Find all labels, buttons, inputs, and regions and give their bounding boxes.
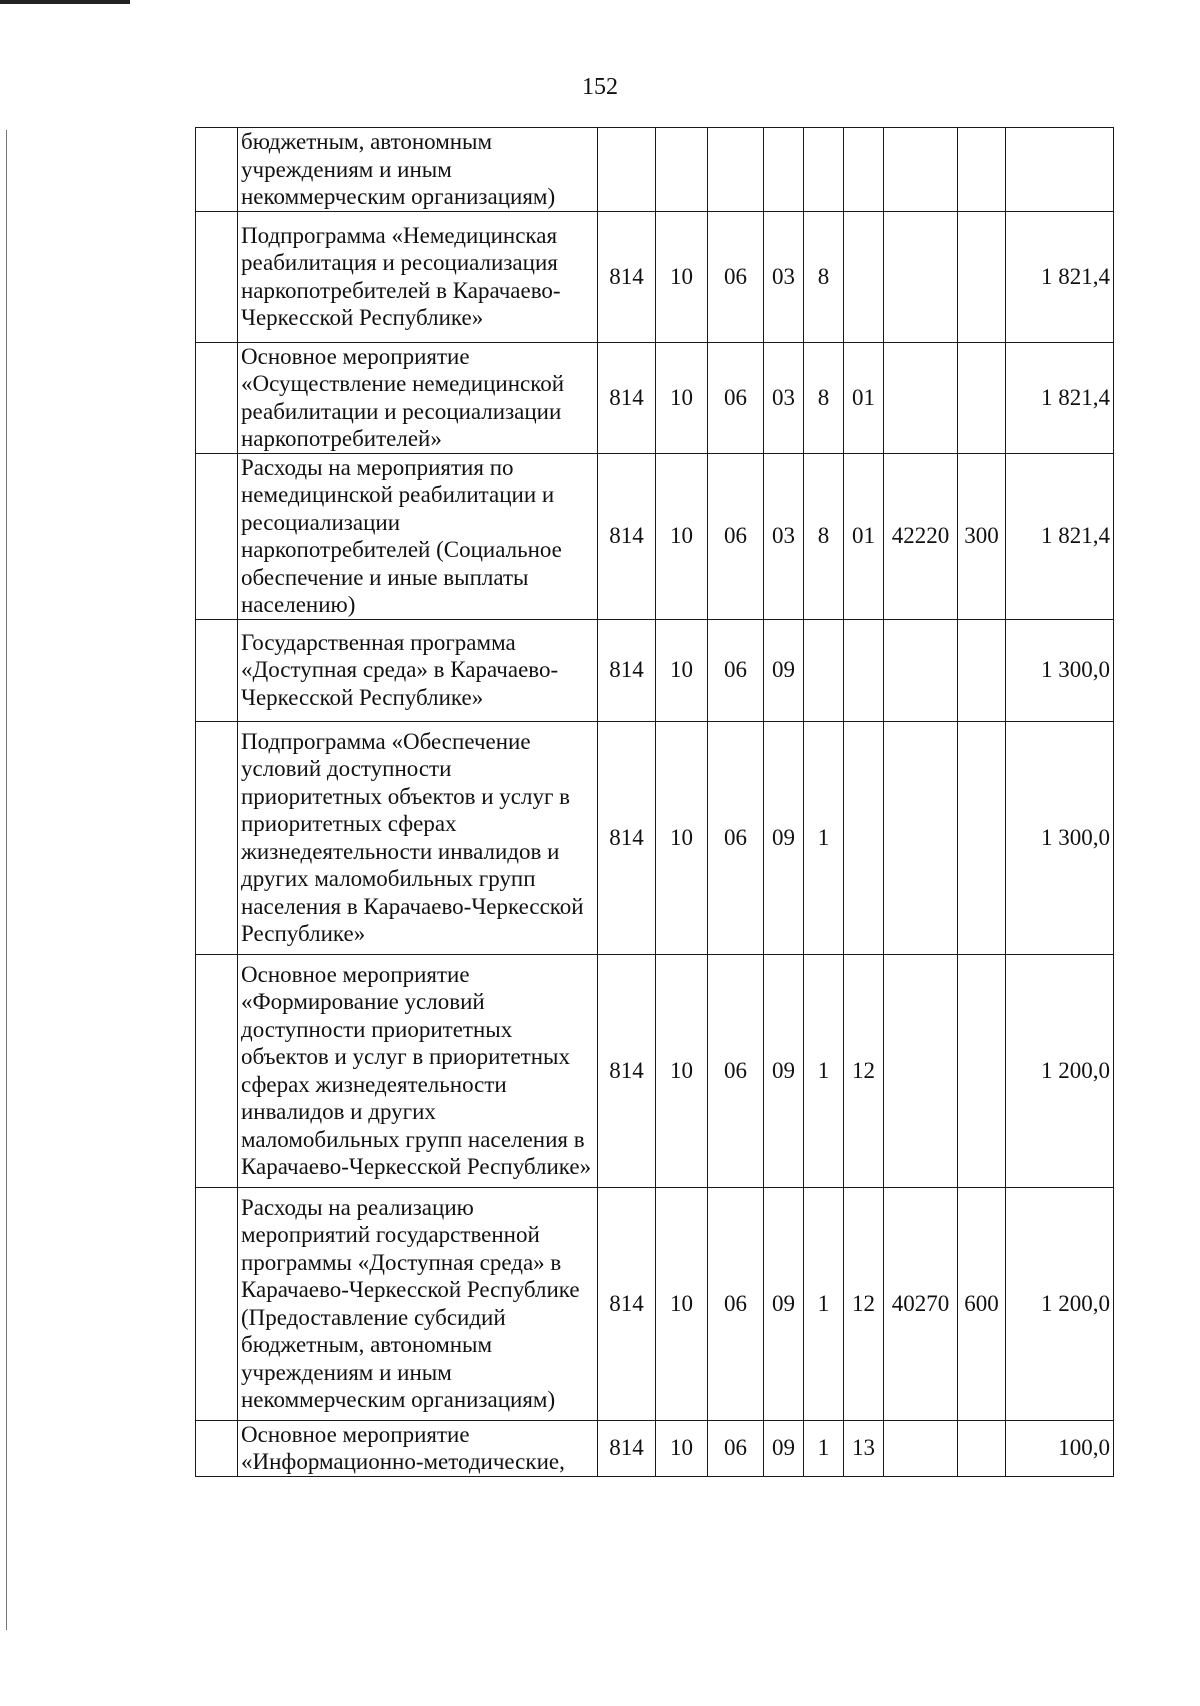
- table-row: [196, 453, 1114, 619]
- cell-direction-code: [884, 721, 958, 954]
- cell-expense-type-code: [958, 211, 1006, 342]
- cell-expense-type-code: [958, 128, 1006, 212]
- table-row: [196, 1187, 1114, 1420]
- page-number: 152: [582, 74, 618, 100]
- cell-event-code: 01: [844, 453, 884, 619]
- cell-expense-type-code: [958, 721, 1006, 954]
- table-row: [196, 954, 1114, 1187]
- cell-expense-name: Подпрограмма «Обеспечение условий доступности приоритетных объектов и услуг в приоритетных сферах жизнедеятельности инвалидов и других маломобильных групп населения в Карачаево-Черкесской Республике»: [238, 721, 598, 954]
- cell-program-code: [764, 128, 804, 212]
- cell-direction-code: [884, 211, 958, 342]
- cell-amount: 100,0: [1006, 1420, 1114, 1476]
- cell-amount: 1 821,4: [1006, 342, 1114, 453]
- cell-amount: 1 821,4: [1006, 211, 1114, 342]
- cell-subprogram-code: 8: [804, 342, 844, 453]
- cell-event-code: [844, 211, 884, 342]
- cell-expense-type-code: 300: [958, 453, 1006, 619]
- cell-expense-type-code: [958, 619, 1006, 721]
- table-row: [196, 721, 1114, 954]
- cell-section-code: 10: [656, 721, 708, 954]
- cell-ministry-code: 814: [598, 954, 656, 1187]
- cell-row-number: [196, 619, 238, 721]
- cell-row-number: [196, 211, 238, 342]
- table-body: [196, 128, 1114, 1477]
- cell-row-number: [196, 1187, 238, 1420]
- cell-subsection-code: 06: [708, 954, 764, 1187]
- cell-subprogram-code: 1: [804, 721, 844, 954]
- cell-section-code: 10: [656, 342, 708, 453]
- cell-ministry-code: 814: [598, 453, 656, 619]
- cell-event-code: 12: [844, 1187, 884, 1420]
- cell-row-number: [196, 128, 238, 212]
- cell-subprogram-code: [804, 619, 844, 721]
- cell-subsection-code: 06: [708, 721, 764, 954]
- cell-event-code: [844, 128, 884, 212]
- cell-expense-type-code: 600: [958, 1187, 1006, 1420]
- cell-direction-code: [884, 128, 958, 212]
- cell-ministry-code: 814: [598, 342, 656, 453]
- cell-row-number: [196, 342, 238, 453]
- cell-ministry-code: 814: [598, 1187, 656, 1420]
- table-row: [196, 1420, 1114, 1476]
- cell-ministry-code: [598, 128, 656, 212]
- cell-event-code: [844, 619, 884, 721]
- cell-row-number: [196, 954, 238, 1187]
- cell-program-code: 09: [764, 954, 804, 1187]
- cell-direction-code: [884, 342, 958, 453]
- cell-subprogram-code: 8: [804, 453, 844, 619]
- cell-subsection-code: [708, 128, 764, 212]
- cell-amount: 1 821,4: [1006, 453, 1114, 619]
- cell-expense-type-code: [958, 342, 1006, 453]
- cell-row-number: [196, 721, 238, 954]
- cell-section-code: 10: [656, 453, 708, 619]
- cell-event-code: 12: [844, 954, 884, 1187]
- cell-direction-code: [884, 619, 958, 721]
- cell-subprogram-code: 1: [804, 1187, 844, 1420]
- cell-subprogram-code: 8: [804, 211, 844, 342]
- cell-row-number: [196, 1420, 238, 1476]
- cell-subsection-code: 06: [708, 1420, 764, 1476]
- cell-subsection-code: 06: [708, 211, 764, 342]
- cell-section-code: 10: [656, 211, 708, 342]
- cell-expense-name: Расходы на мероприятия по немедицинской реабилитации и ресоциализации наркопотребителей (Социальное обеспечение и иные выплаты населению): [238, 453, 598, 619]
- cell-subprogram-code: 1: [804, 1420, 844, 1476]
- cell-subprogram-code: [804, 128, 844, 212]
- cell-section-code: 10: [656, 1420, 708, 1476]
- cell-amount: 1 300,0: [1006, 619, 1114, 721]
- cell-subprogram-code: 1: [804, 954, 844, 1187]
- cell-amount: 1 300,0: [1006, 721, 1114, 954]
- cell-event-code: 13: [844, 1420, 884, 1476]
- cell-row-number: [196, 453, 238, 619]
- scan-edge-mark: [0, 0, 130, 4]
- cell-amount: [1006, 128, 1114, 212]
- cell-expense-name: Подпрограмма «Немедицинская реабилитация и ресоциализация наркопотребителей в Карачаево-Черкесской Республике»: [238, 211, 598, 342]
- cell-expense-name: Расходы на реализацию мероприятий государственной программы «Доступная среда» в Карачаево-Черкесской Республике (Предоставление субсидий бюджетным, автономным учреждениям и иным некоммерческим организациям): [238, 1187, 598, 1420]
- cell-direction-code: 40270: [884, 1187, 958, 1420]
- cell-amount: 1 200,0: [1006, 954, 1114, 1187]
- table-row: [196, 128, 1114, 212]
- cell-program-code: 03: [764, 342, 804, 453]
- cell-program-code: 03: [764, 453, 804, 619]
- cell-direction-code: 42220: [884, 453, 958, 619]
- cell-ministry-code: 814: [598, 1420, 656, 1476]
- cell-subsection-code: 06: [708, 619, 764, 721]
- cell-direction-code: [884, 1420, 958, 1476]
- cell-direction-code: [884, 954, 958, 1187]
- cell-program-code: 03: [764, 211, 804, 342]
- cell-program-code: 09: [764, 1187, 804, 1420]
- scan-margin-line: [6, 130, 7, 1630]
- cell-section-code: [656, 128, 708, 212]
- cell-expense-name: Государственная программа «Доступная среда» в Карачаево-Черкесской Республике»: [238, 619, 598, 721]
- cell-ministry-code: 814: [598, 721, 656, 954]
- cell-event-code: 01: [844, 342, 884, 453]
- table-row: [196, 342, 1114, 453]
- cell-expense-name: Основное мероприятие «Осуществление немедицинской реабилитации и ресоциализации наркопотребителей»: [238, 342, 598, 453]
- cell-subsection-code: 06: [708, 342, 764, 453]
- cell-expense-name: бюджетным, автономным учреждениям и иным некоммерческим организациям): [238, 128, 598, 212]
- cell-section-code: 10: [656, 954, 708, 1187]
- cell-expense-type-code: [958, 1420, 1006, 1476]
- cell-section-code: 10: [656, 1187, 708, 1420]
- cell-section-code: 10: [656, 619, 708, 721]
- cell-amount: 1 200,0: [1006, 1187, 1114, 1420]
- cell-expense-name: Основное мероприятие «Информационно-методические,: [238, 1420, 598, 1476]
- cell-ministry-code: 814: [598, 211, 656, 342]
- cell-subsection-code: 06: [708, 453, 764, 619]
- table-row: [196, 211, 1114, 342]
- cell-program-code: 09: [764, 619, 804, 721]
- budget-table: [195, 127, 1114, 1477]
- cell-program-code: 09: [764, 1420, 804, 1476]
- cell-expense-type-code: [958, 954, 1006, 1187]
- cell-program-code: 09: [764, 721, 804, 954]
- cell-event-code: [844, 721, 884, 954]
- cell-expense-name: Основное мероприятие «Формирование условий доступности приоритетных объектов и услуг в приоритетных сферах жизнедеятельности инвалидов и других маломобильных групп населения в Карачаево-Черкесской Республике»: [238, 954, 598, 1187]
- cell-ministry-code: 814: [598, 619, 656, 721]
- cell-subsection-code: 06: [708, 1187, 764, 1420]
- table-row: [196, 619, 1114, 721]
